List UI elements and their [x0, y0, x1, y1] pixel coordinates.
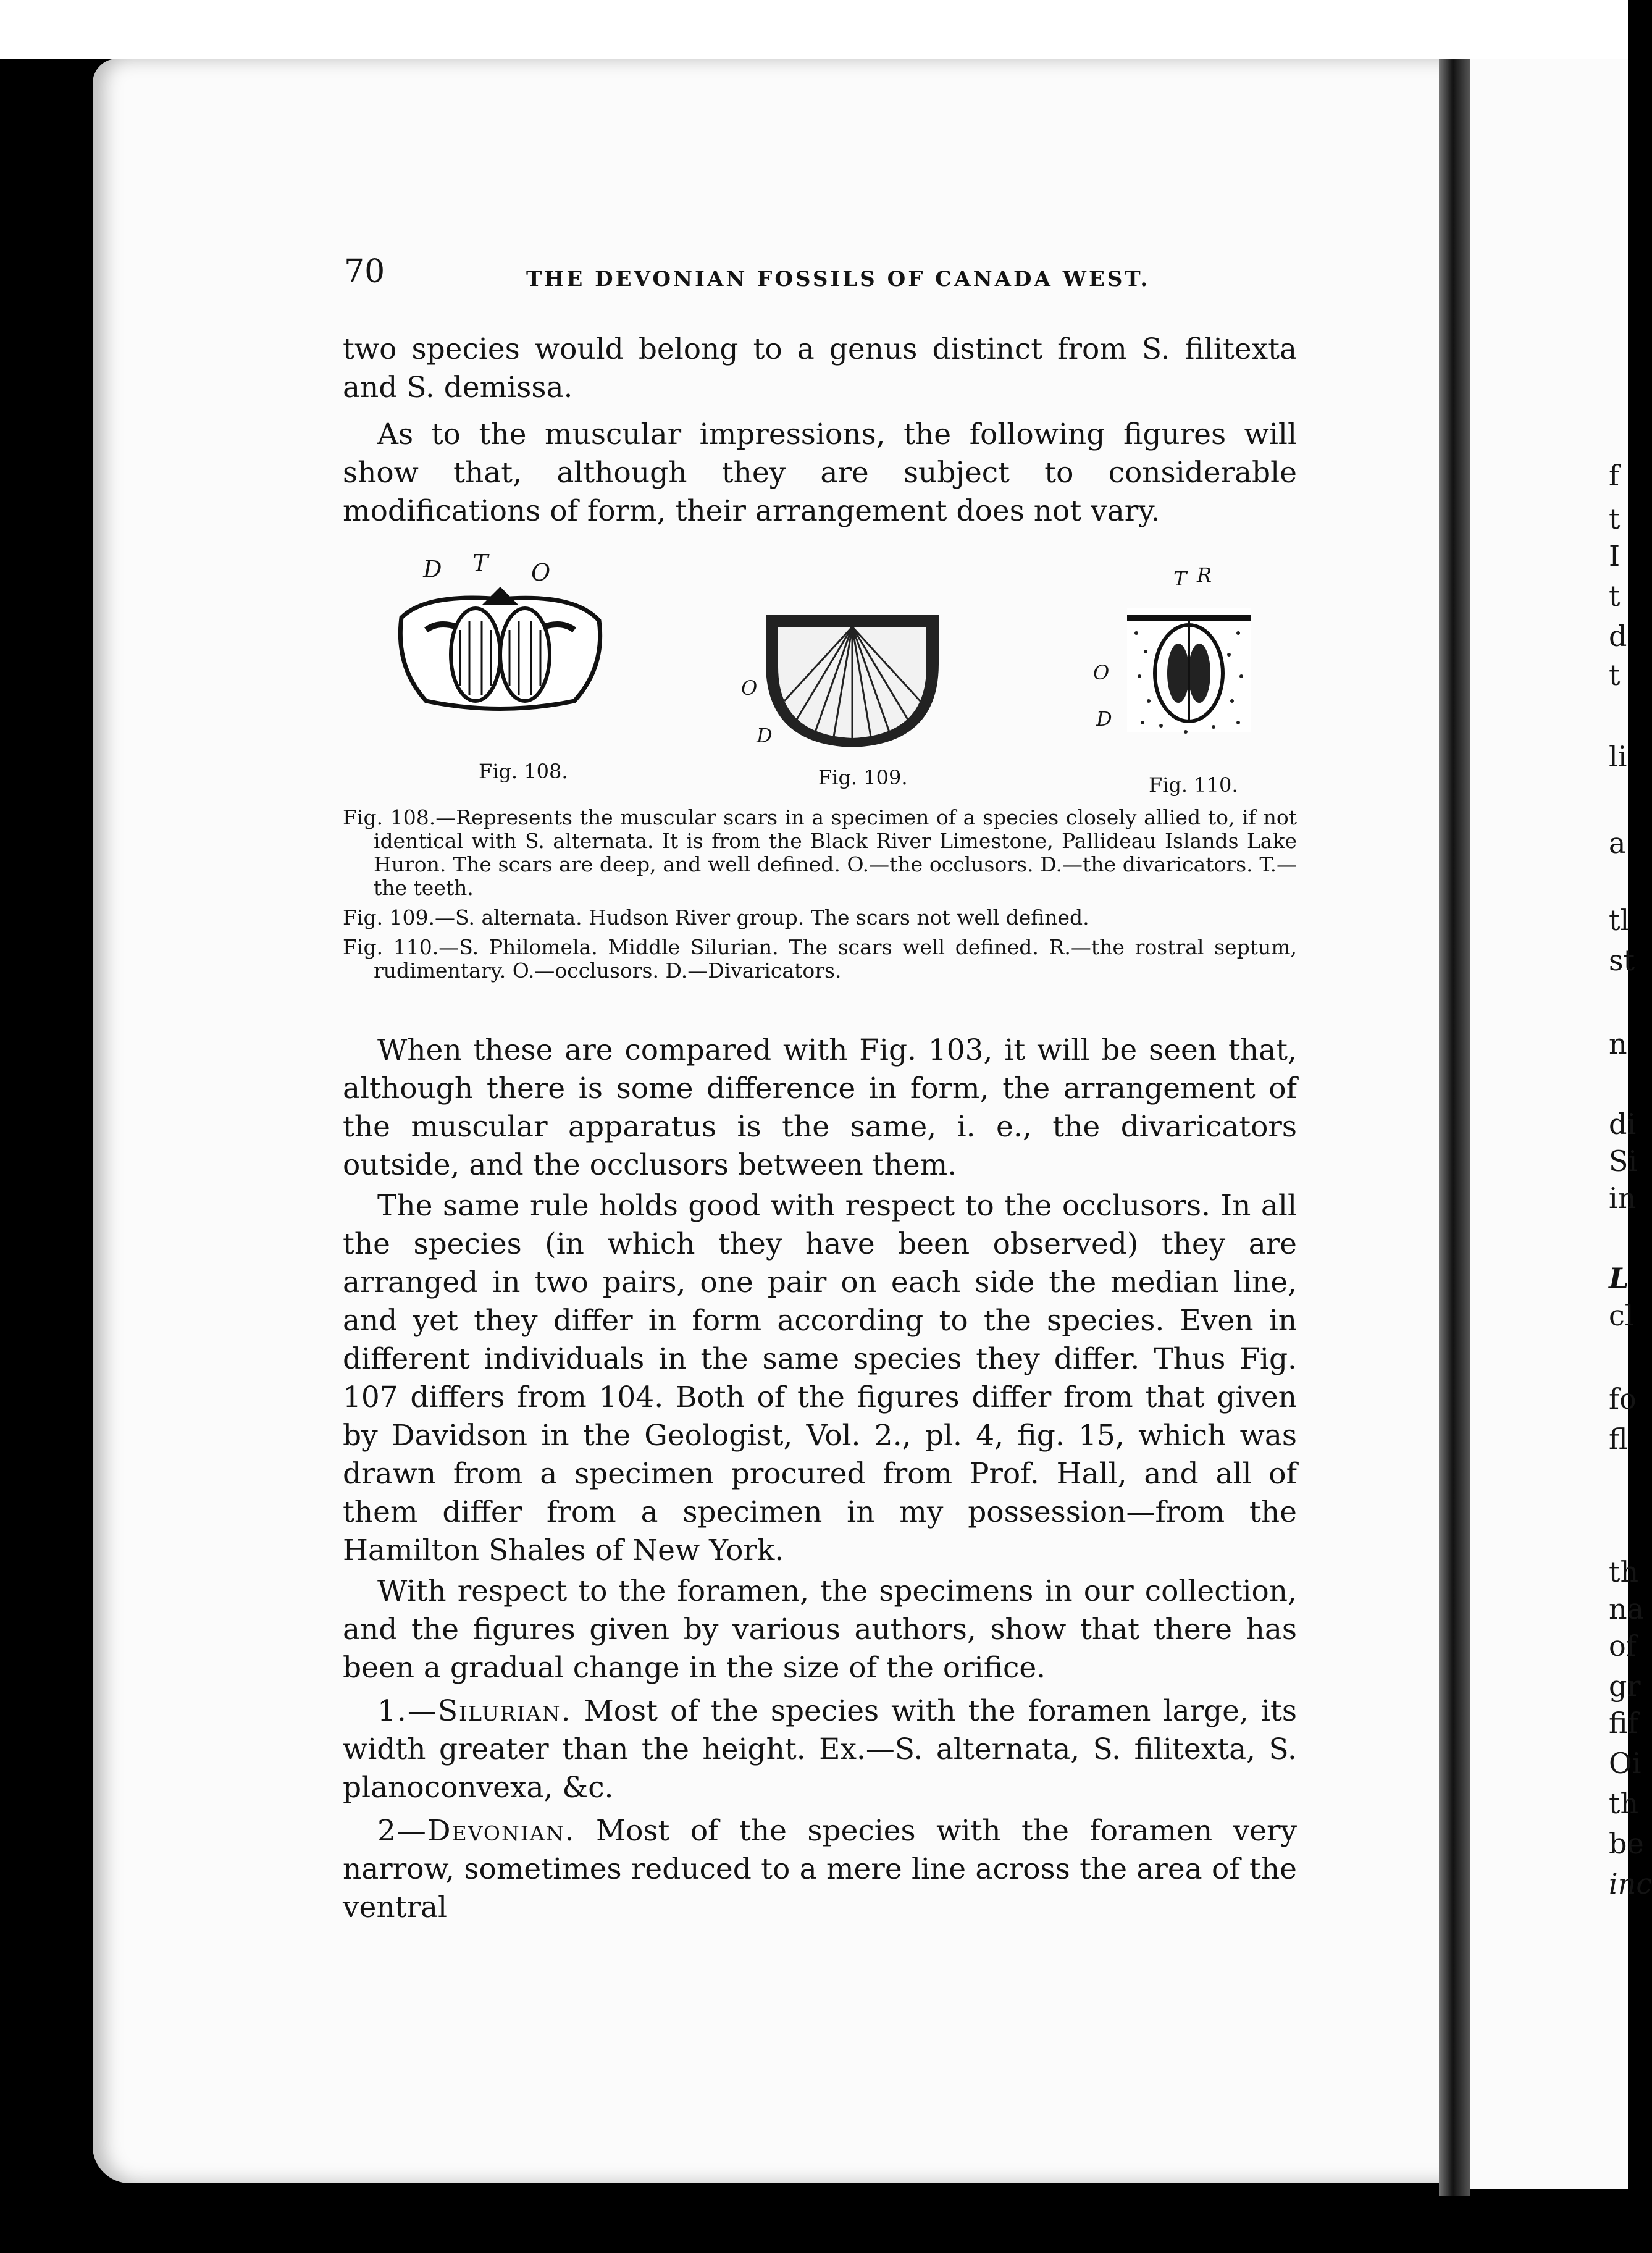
- caption-fig-108: Fig. 108.—Represents the muscular scars in a specimen of a species closely allied to, if not identical with S. alternata. It is from the Black River Limestone, Pallideau Islands Lake Huron. The scars are deep, and well defined. O.—the occlusors. D.—the divaricators. T.—the teeth.: [343, 805, 1297, 900]
- facing-fragment: st: [1609, 944, 1635, 977]
- devonian-heading: 2—Devonian.: [377, 1814, 576, 1848]
- fig-110-letter-o: O: [1093, 661, 1110, 684]
- facing-fragment: t: [1609, 579, 1621, 613]
- facing-fragment: d: [1609, 619, 1627, 653]
- paragraph-2: As to the muscular impressions, the following figures will show that, although they are subject to considerable modifications of form, their arrangement does not vary.: [343, 417, 1297, 528]
- silurian-heading: 1.—Silurian.: [377, 1694, 572, 1728]
- facing-fragment: f: [1609, 459, 1620, 492]
- fig-109-label: Fig. 109.: [818, 766, 908, 789]
- facing-fragment: fo: [1609, 1382, 1637, 1416]
- caption-fig-109: Fig. 109.—S. alternata. Hudson River group. The scars not well defined.: [343, 905, 1089, 929]
- facing-fragment: a: [1609, 826, 1626, 860]
- facing-fragment: th: [1609, 1555, 1639, 1588]
- text-block-bottom: [343, 1031, 1297, 1927]
- facing-fragment: gr: [1609, 1669, 1641, 1703]
- facing-fragment: th: [1609, 1787, 1639, 1820]
- running-title: THE DEVONIAN FOSSILS OF CANADA WEST.: [526, 267, 1151, 292]
- devonian-text: Most of the species with the foramen very narrow, sometimes reduced to a mere line across the area of the ventral: [343, 1814, 1297, 1924]
- right-page-edge: [1470, 59, 1628, 2189]
- facing-fragment: of: [1609, 1629, 1637, 1663]
- page-number: 70: [344, 253, 385, 290]
- facing-fragment: Si: [1609, 1144, 1638, 1178]
- fig-108-letter-d: D: [423, 556, 442, 583]
- facing-fragment: t: [1609, 502, 1621, 535]
- figure-captions: [343, 806, 1297, 989]
- fig-110-label: Fig. 110.: [1149, 773, 1238, 797]
- facing-fragment: cl: [1609, 1299, 1634, 1332]
- paragraph-7: [343, 1812, 1297, 1927]
- fig-109-drawing: [760, 608, 945, 750]
- fig-110-letter-t: T: [1173, 567, 1187, 590]
- fig-110-letter-d: D: [1096, 707, 1112, 731]
- facing-fragment: fl: [1609, 1422, 1628, 1456]
- fig-109-letter-d: D: [757, 724, 773, 747]
- paragraph-5: With respect to the foramen, the specimens in our collection, and the figures given by various authors, show that there has been a gradual change in the size of the orifice.: [343, 1574, 1297, 1685]
- text-block-top: [343, 330, 1297, 531]
- scan-top-margin: [0, 0, 1628, 59]
- page-header: [346, 253, 1309, 296]
- facing-fragment: L: [1609, 1262, 1629, 1295]
- fig-110-drawing: [1124, 596, 1254, 738]
- paragraph-6: [343, 1692, 1297, 1807]
- facing-fragment: be: [1609, 1827, 1644, 1860]
- figure-row: [346, 550, 1309, 809]
- facing-fragment: na: [1609, 1592, 1645, 1626]
- facing-fragment: n: [1609, 1027, 1627, 1060]
- fig-108-letter-o: O: [531, 559, 551, 586]
- facing-fragment: Oi: [1609, 1747, 1642, 1780]
- fig-108-drawing: [389, 562, 611, 723]
- facing-fragment: di: [1609, 1107, 1637, 1141]
- fig-110-letter-r: R: [1197, 563, 1212, 587]
- paragraph-3: When these are compared with Fig. 103, it will be seen that, although there is some difference in form, the arrangement of the muscular apparatus is the same, i. e., the divaricators outside, and the occlusors between them.: [343, 1033, 1297, 1182]
- facing-fragment: I: [1609, 539, 1621, 573]
- book-gutter: [1439, 59, 1470, 2196]
- fig-108-label: Fig. 108.: [479, 760, 568, 783]
- facing-fragment: inc: [1609, 1867, 1652, 1900]
- facing-fragment: in: [1609, 1181, 1637, 1215]
- silurian-text: Most of the species with the foramen large, its width greater than the height. Ex.—S. alternata, S. filitexta, S. planoconvexa, &c.: [343, 1694, 1297, 1805]
- paragraph-4: The same rule holds good with respect to the occlusors. In all the species (in which they have been observed) they are arranged in two pairs, one pair on each side the median line, and yet they differ in form according to the species. Even in different individuals in the same species they differ. Thus Fig. 107 differs from 104. Both of the figures differ from that given by Davidson in the Geologist, Vol. 2., pl. 4, fig. 15, which was drawn from a specimen procured from Prof. Hall, and all of them differ from a specimen in my possession—from the Hamilton Shales of New York.: [343, 1189, 1297, 1567]
- facing-fragment: fif: [1609, 1706, 1638, 1740]
- caption-fig-110: Fig. 110.—S. Philomela. Middle Silurian. The scars well defined. R.—the rostral septum, rudimentary. O.—occlusors. D.—Divaricators.: [343, 935, 1297, 983]
- facing-fragment: t: [1609, 658, 1621, 692]
- facing-fragment: tl: [1609, 904, 1630, 937]
- fig-108-letter-t: T: [472, 550, 488, 577]
- facing-fragment: li: [1609, 740, 1627, 773]
- paragraph-1: two species would belong to a genus distinct from S. filitexta and S. demissa.: [343, 332, 1297, 405]
- fig-109-letter-o: O: [741, 676, 758, 700]
